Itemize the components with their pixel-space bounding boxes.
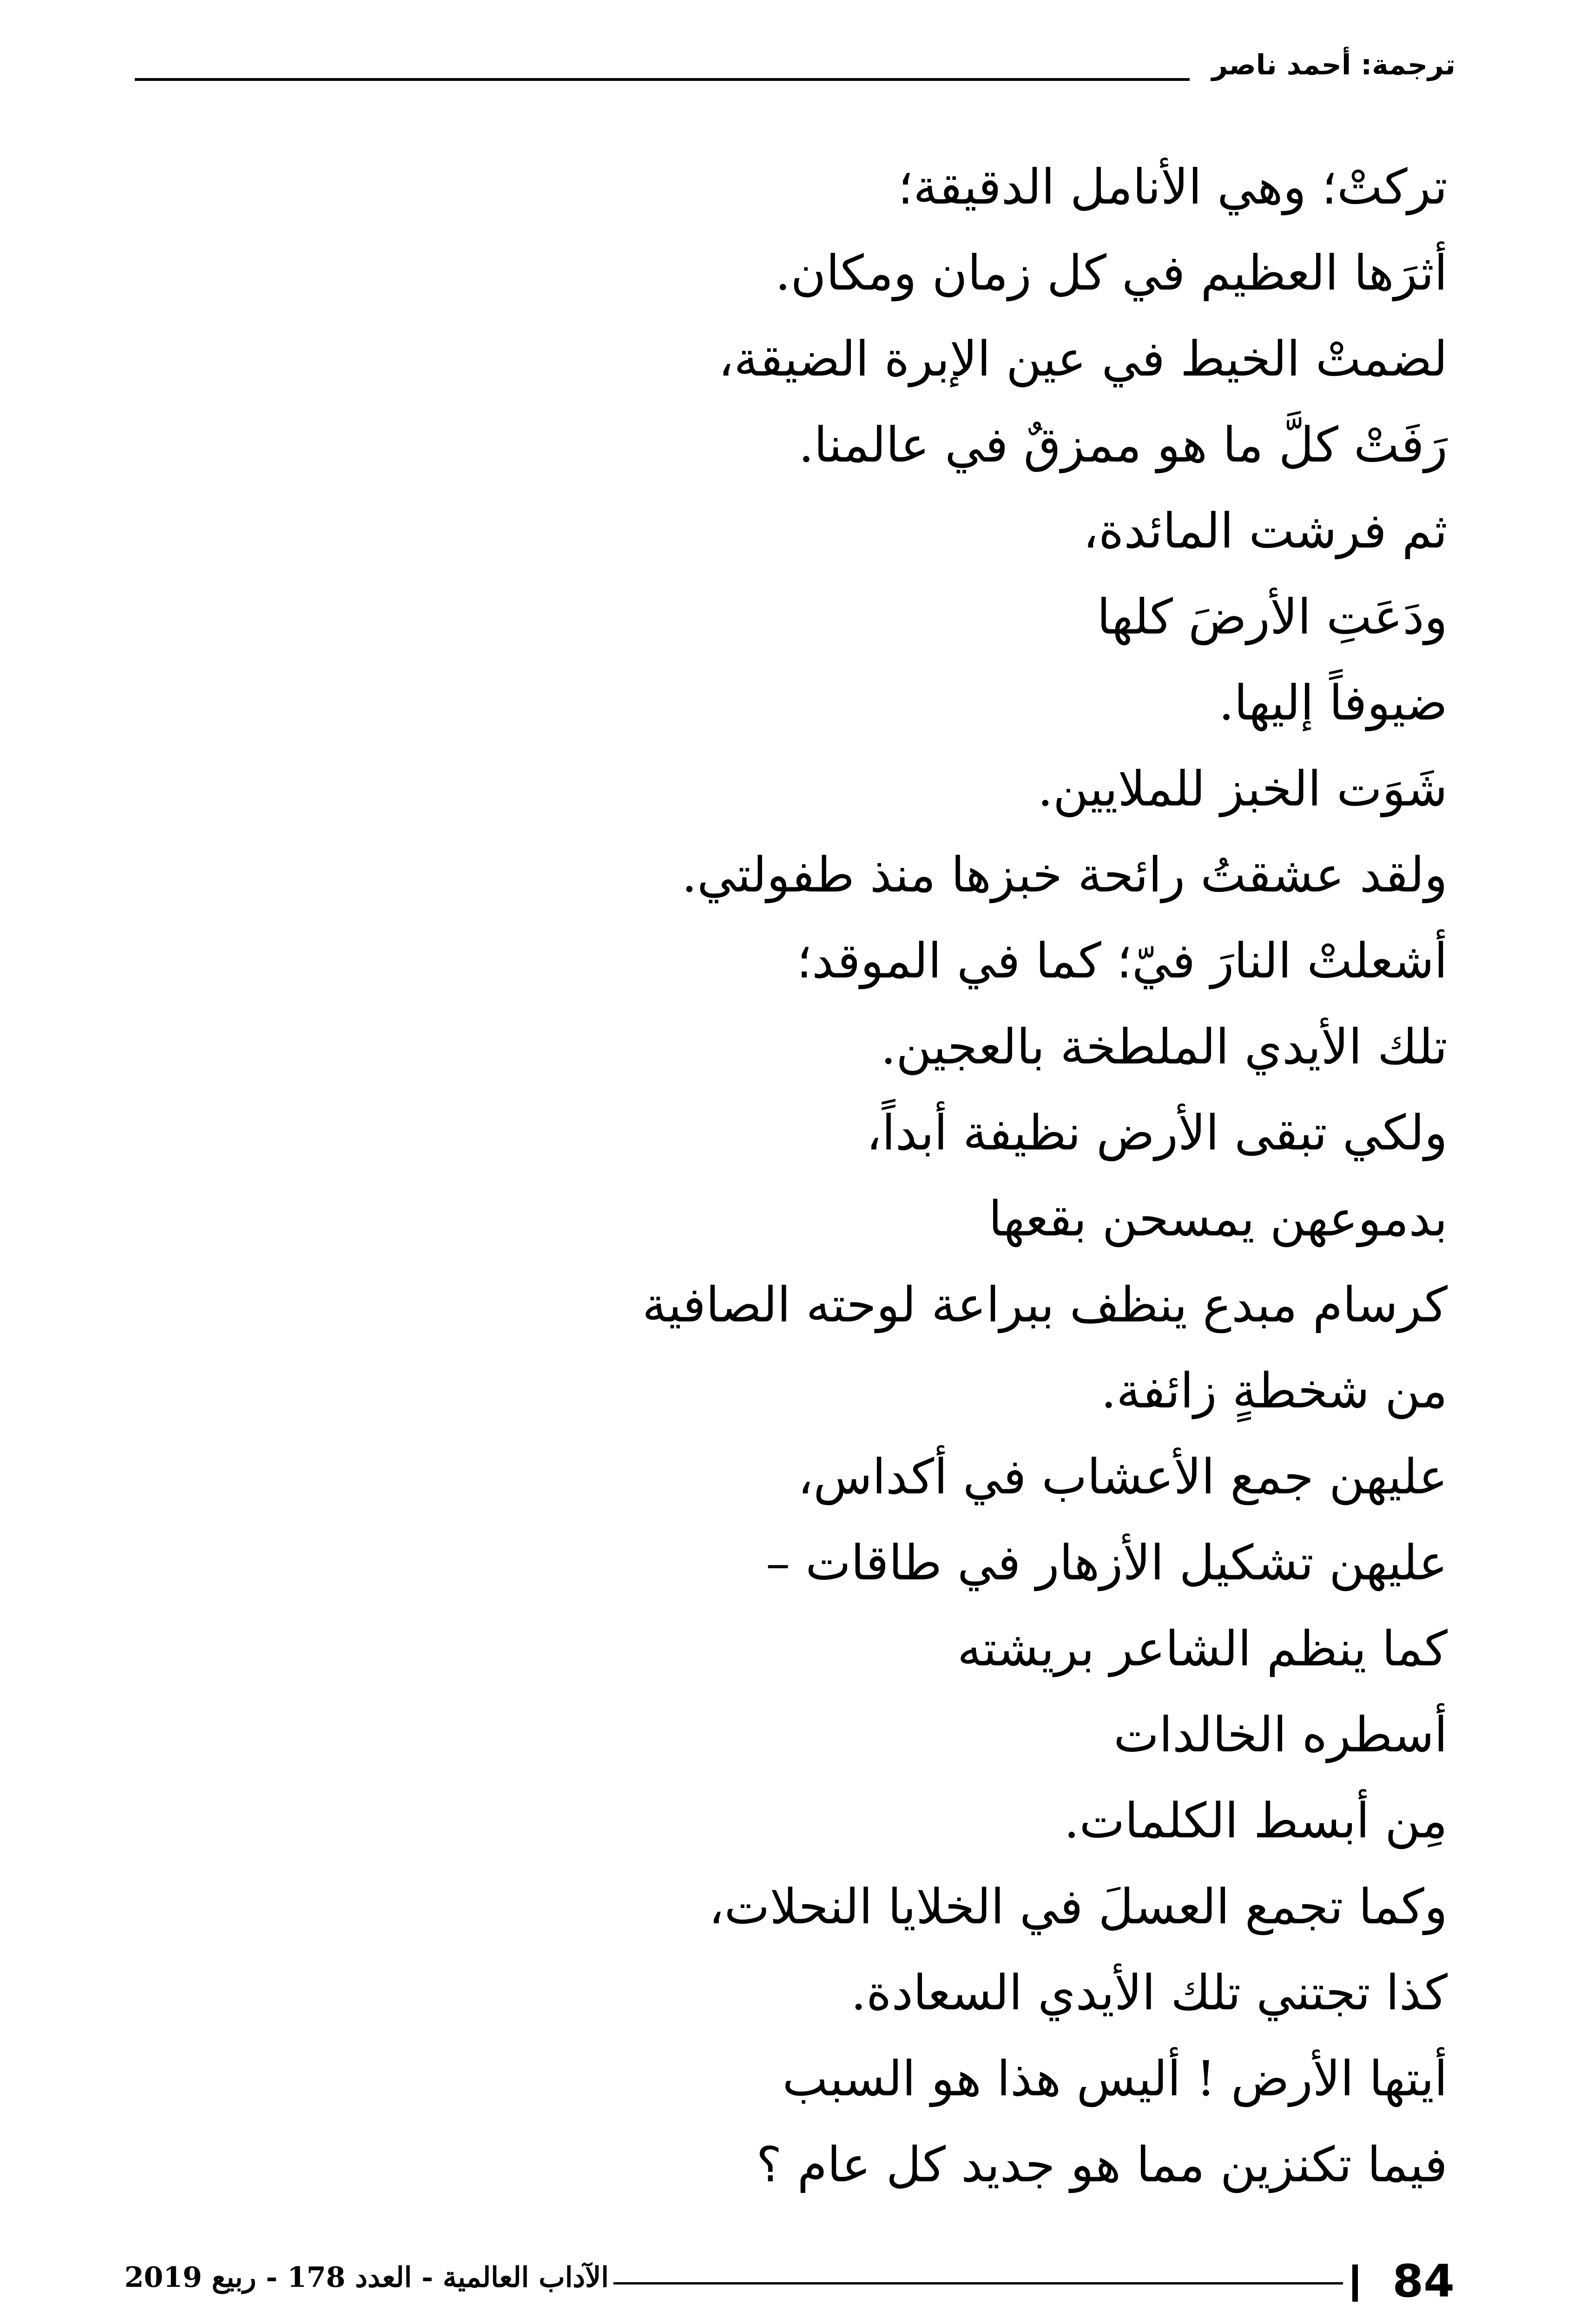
poem-line: كما ينظم الشاعر بريشته (957, 1620, 1448, 1677)
poem-line: كذا تجتني تلك الأيدي السعادة. (850, 1964, 1448, 2021)
poem-line: وكما تجمع العسلَ في الخلايا النحلات، (708, 1878, 1448, 1935)
poem-line: تلك الأيدي الملطخة بالعجين. (881, 1018, 1448, 1075)
poem-line: عليهن تشكيل الأزهار في طاقات – (766, 1534, 1448, 1591)
poem-line: تركتْ؛ وهي الأنامل الدقيقة؛ (898, 158, 1448, 215)
poem-line: من شخطةٍ زائفة. (1101, 1362, 1448, 1419)
poem-line: رَفَتْ كلَّ ما هو ممزقٌ في عالمنا. (798, 416, 1448, 473)
poem-line: أسطره الخالدات (1113, 1706, 1448, 1763)
poem-line: ضيوفاً إليها. (1218, 674, 1448, 731)
poem-line: أثرَها العظيم في كل زمان ومكان. (775, 244, 1448, 301)
poem-line: ثم فرشت المائدة، (1083, 502, 1448, 559)
poem-body (123, 144, 1448, 2208)
poem-line: شَوَت الخبز للملايين. (1037, 760, 1448, 817)
footer-rule (613, 2282, 1343, 2284)
poem-line: ولقد عشقتُ رائحة خبزها منذ طفولتي. (681, 846, 1448, 903)
footer-separator (1352, 2265, 1358, 2302)
poem-line: أشعلتْ النارَ فيّ؛ كما في الموقد؛ (797, 932, 1448, 989)
header-rule (135, 78, 1190, 81)
translator-credit: ترجمة: أحمد ناصر (1211, 49, 1455, 81)
poem-line: ولكي تبقى الأرض نظيفة أبداً، (866, 1104, 1448, 1161)
poem-line: عليهن جمع الأعشاب في أكداس، (797, 1448, 1448, 1505)
poem-line: لضمتْ الخيط في عين الإبرة الضيقة، (718, 330, 1448, 387)
poem-line: فيما تكنزين مما هو جديد كل عام ؟ (756, 2136, 1448, 2193)
poem-line: ودَعَتِ الأرضَ كلها (1097, 588, 1448, 645)
poem-line: بدموعهن يمسحن بقعها (988, 1190, 1448, 1247)
issue-info: الآداب العالمية - العدد 178 - ربيع 2019 (124, 2261, 609, 2294)
poem-line: مِن أبسط الكلمات. (1064, 1792, 1448, 1849)
poem-line: كرسام مبدع ينظف ببراعة لوحته الصافية (642, 1276, 1448, 1333)
page-number: 84 (1392, 2255, 1455, 2307)
poem-line: أيتها الأرض ! أليس هذا هو السبب (782, 2050, 1448, 2107)
